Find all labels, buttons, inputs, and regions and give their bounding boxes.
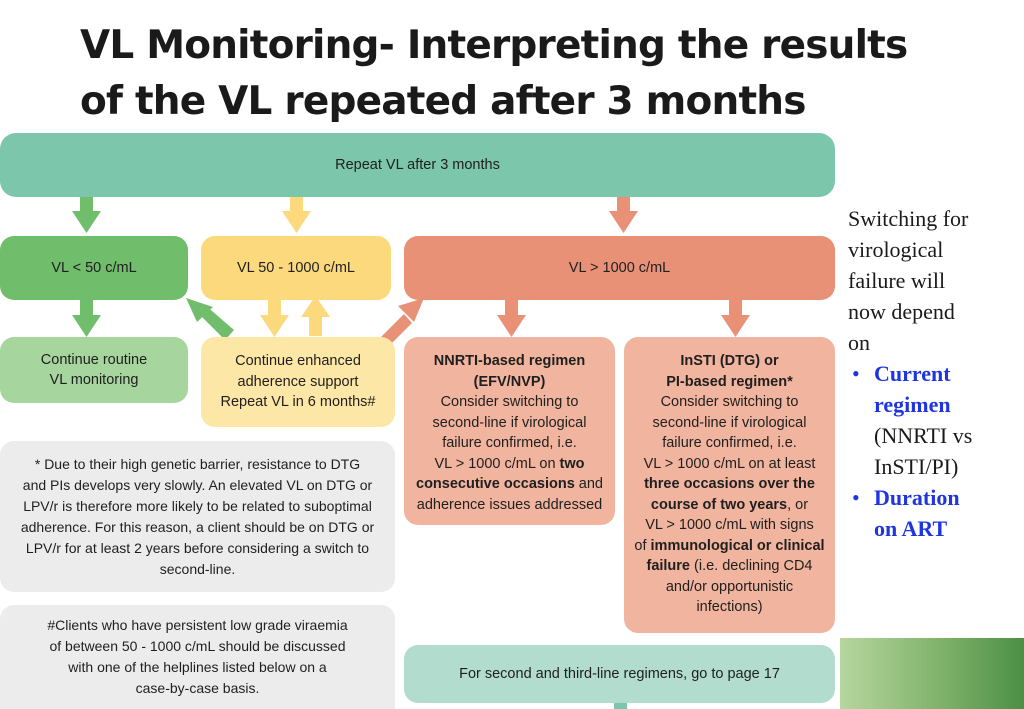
star-note-line-6: second-line.: [159, 560, 236, 577]
nnrti-line-4: [434, 454, 584, 475]
nnrti-line-3: failure confirmed, i.e.: [442, 435, 577, 451]
nnrti-head-2: (EFV/NVP): [473, 373, 546, 390]
vl-mid-box: [201, 236, 391, 300]
corner-decoration: [840, 638, 1024, 709]
vl-high-box: [404, 236, 835, 300]
side-bullet-1-title-1: Current: [874, 361, 951, 386]
insti-line-9a: failure: [646, 558, 690, 574]
title-line-1: VL Monitoring- Interpreting the results: [80, 23, 908, 68]
insti-line-6b: , or: [787, 496, 809, 513]
nnrti-line-6: adherence issues addressed: [416, 496, 603, 513]
side-bullet-1: [848, 358, 1018, 482]
nnrti-line-4a: VL > 1000 c/mL on: [434, 455, 560, 472]
side-bullet-1-detail-2: InSTI/PI): [874, 454, 959, 479]
title-line-2: of the VL repeated after 3 months: [80, 79, 806, 124]
nnrti-line-5a: consecutive occasions: [416, 476, 575, 492]
vl-high-label: VL > 1000 c/mL: [568, 259, 671, 276]
arrow-down-yellow-2-icon: [260, 300, 289, 337]
arrow-down-yellow-1-icon: [282, 196, 311, 233]
side-intro-4: now depend: [848, 299, 955, 324]
routine-box: [0, 337, 188, 403]
side-note: [848, 203, 1018, 544]
arrow-down-green-2-icon: [72, 300, 101, 337]
enhanced-line-1: Continue enhanced: [235, 353, 361, 370]
insti-line-7: VL > 1000 c/mL with signs: [645, 517, 814, 533]
vl-low-box: [0, 236, 188, 300]
routine-line-2: VL monitoring: [49, 372, 139, 388]
side-bullet-2-title-1: Duration: [874, 485, 960, 510]
arrow-down-salmon-1-icon: [609, 196, 638, 233]
side-bullet-1-detail-1: (NNRTI vs: [874, 423, 973, 448]
star-note-line-3: LPV/r is therefore more likely to be related to suboptimal: [23, 497, 372, 514]
enhanced-box: [201, 337, 395, 427]
insti-line-5: three occasions over the: [644, 476, 815, 492]
repeat-vl-label: Repeat VL after 3 months: [335, 156, 500, 173]
insti-line-6a: course of two years: [650, 496, 788, 513]
side-intro-5: on: [848, 330, 870, 355]
side-bullet-2: [848, 482, 1018, 544]
side-intro-1: Switching for: [848, 206, 969, 231]
arrow-up-yellow-icon: [301, 296, 330, 336]
star-note-line-1: * Due to their high genetic barrier, resistance to DTG: [34, 455, 361, 472]
insti-line-1: Consider switching to: [660, 394, 799, 410]
hash-note-box: [0, 605, 395, 709]
insti-line-3: failure confirmed, i.e.: [662, 435, 797, 451]
insti-line-8: [634, 536, 824, 557]
next-regimen-label: For second and third-line regimens, go to page 17: [459, 665, 780, 682]
side-intro-2: virological: [848, 237, 944, 262]
enhanced-line-3: Repeat VL in 6 months#: [220, 394, 376, 411]
next-regimen-box: [404, 645, 835, 703]
insti-line-11: infections): [696, 599, 763, 615]
insti-line-9b: (i.e. declining CD4: [690, 558, 813, 574]
vl-mid-label: VL 50 - 1000 c/mL: [237, 259, 355, 276]
arrow-down-salmon-2-icon: [497, 300, 526, 337]
arrow-diagonal-green-icon: [186, 298, 234, 340]
nnrti-line-5: [416, 474, 603, 495]
nnrti-head-1: NNRTI-based regimen: [433, 353, 586, 369]
vl-low-label: VL < 50 c/mL: [51, 259, 137, 276]
bullet-dot-icon: •: [852, 485, 860, 510]
insti-line-2: second-line if virological: [652, 414, 807, 431]
arrow-down-green-1-icon: [72, 196, 101, 233]
insti-line-9: [646, 556, 812, 577]
insti-line-4: VL > 1000 c/mL on at least: [643, 455, 816, 472]
nnrti-box: [404, 337, 615, 525]
star-note-box: [0, 441, 395, 592]
star-note-line-2: and PIs develops very slowly. An elevated VL on DTG or: [22, 476, 373, 493]
enhanced-line-2: adherence support: [237, 373, 359, 390]
insti-line-10: and/or opportunistic: [665, 578, 794, 595]
insti-head-1: InSTI (DTG) or: [680, 353, 779, 369]
insti-line-6: [651, 495, 808, 516]
repeat-vl-box: [0, 133, 835, 197]
hash-note-line-1: #Clients who have persistent low grade viraemia: [47, 617, 348, 633]
star-note-line-4: adherence. For this reason, a client should be on DTG or: [20, 518, 375, 535]
insti-box: [624, 337, 835, 633]
bullet-dot-icon: •: [852, 361, 860, 386]
nnrti-line-2: second-line if virological: [432, 414, 587, 431]
hash-note-line-4: case-by-case basis.: [135, 680, 260, 696]
insti-line-8a: of: [634, 537, 651, 554]
hash-note-line-2: of between 50 - 1000 c/mL should be discussed: [49, 638, 346, 654]
routine-line-1: Continue routine: [40, 351, 148, 368]
insti-head-2: PI-based regimen*: [666, 373, 793, 390]
side-bullet-2-title-2: on ART: [874, 516, 948, 541]
nnrti-line-5b: and: [574, 476, 603, 492]
insti-line-8b: immunological or clinical: [650, 537, 825, 554]
side-intro-3: failure will: [848, 268, 946, 293]
nnrti-line-1: Consider switching to: [440, 394, 579, 410]
side-bullet-1-title-2: regimen: [874, 392, 951, 417]
star-note-line-5: LPV/r for at least 2 years before considering a switch to: [25, 539, 370, 556]
arrow-down-salmon-3-icon: [721, 300, 750, 337]
hash-note-line-3: with one of the helplines listed below on a: [68, 659, 327, 675]
nnrti-line-4b: two: [559, 455, 585, 472]
